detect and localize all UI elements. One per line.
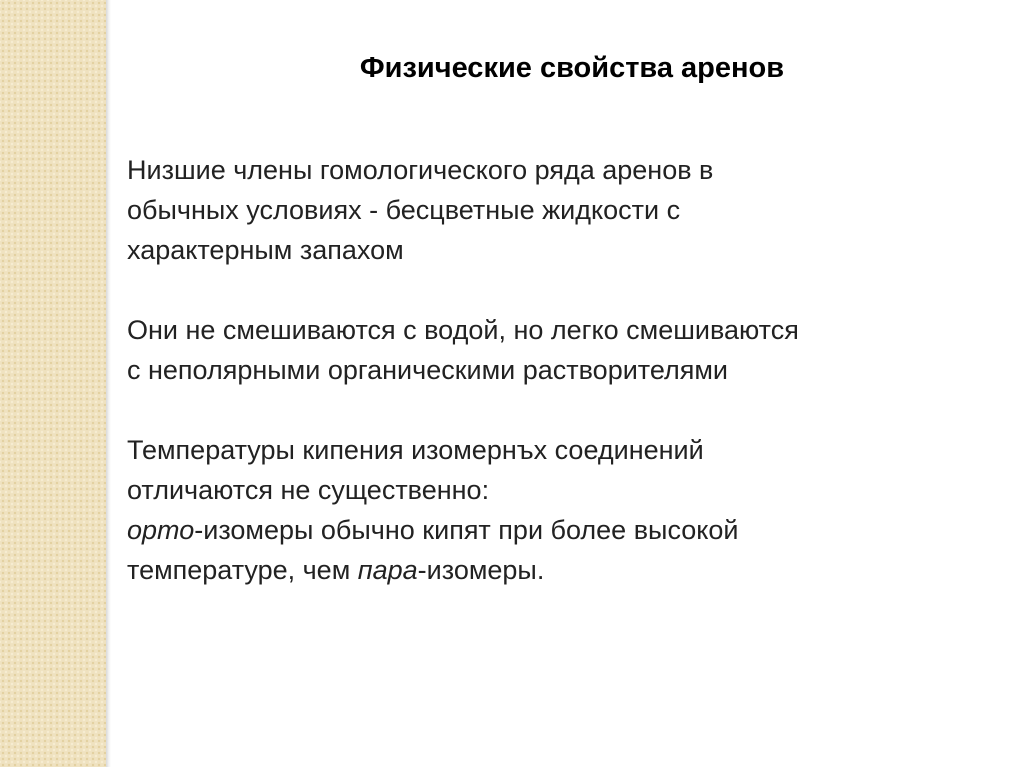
decorative-side-band — [0, 0, 106, 767]
para-prefix: пара — [357, 555, 418, 585]
text-line: Низшие члены гомологического ряда аренов в — [127, 155, 714, 185]
text-line: характерным запахом — [127, 235, 404, 265]
orto-line-rest: -изомеры обычно кипят при более высокой — [194, 515, 739, 545]
text-line: Температуры кипения изомернъх соединений — [127, 435, 704, 465]
paragraph-boiling-points — [127, 430, 1007, 590]
text-line: с неполярными органическими растворителями — [127, 355, 729, 385]
slide-body — [127, 150, 1007, 590]
orto-prefix: орто — [127, 515, 195, 545]
side-band-shadow — [106, 0, 111, 767]
para-line-before: температуре, чем — [127, 555, 358, 585]
para-line-after: -изомеры. — [417, 555, 545, 585]
orto-isomers-line — [127, 510, 1007, 550]
paragraph-solubility — [127, 310, 1007, 390]
slide-title: Физические свойства аренов — [359, 52, 785, 84]
paragraph-lower-members — [127, 150, 1007, 270]
text-line: обычных условиях - бесцветные жидкости с — [127, 195, 681, 225]
para-isomers-line — [127, 550, 1007, 590]
text-line: Они не смешиваются с водой, но легко смешиваются — [127, 315, 799, 345]
text-line: отличаются не существенно: — [127, 475, 490, 505]
